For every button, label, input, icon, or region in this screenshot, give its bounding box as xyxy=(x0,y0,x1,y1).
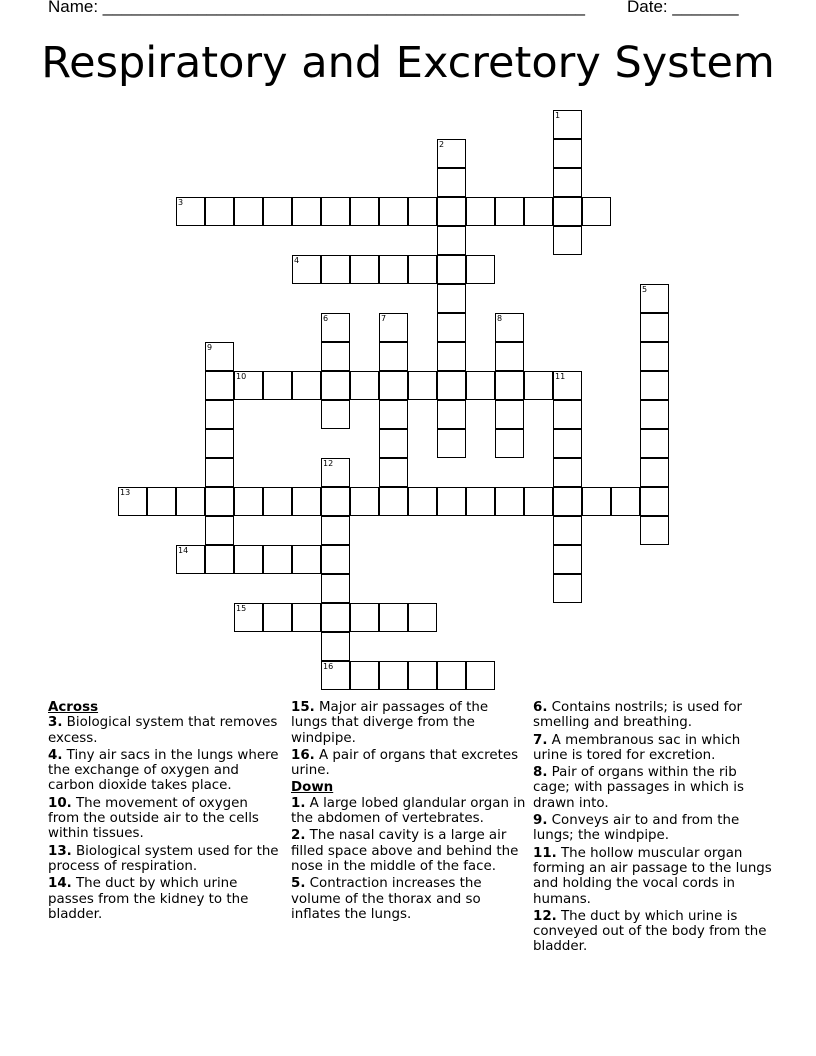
crossword-cell[interactable] xyxy=(292,545,321,574)
clue-number: 14. xyxy=(48,876,72,892)
clue-across-14 xyxy=(48,876,280,922)
clue-across-15 xyxy=(291,700,527,746)
clue-across-4 xyxy=(48,748,280,794)
crossword-cell[interactable] xyxy=(466,487,495,516)
cell-number: 5 xyxy=(642,285,648,294)
crossword-cell[interactable] xyxy=(321,371,350,400)
crossword-cell[interactable] xyxy=(611,487,640,516)
crossword-cell[interactable] xyxy=(437,284,466,313)
crossword-cell[interactable] xyxy=(640,371,669,400)
clue-text: Contraction increases the volume of the thorax and so inflates the lungs. xyxy=(291,876,482,922)
clue-number: 9. xyxy=(533,813,548,829)
clue-down-6 xyxy=(533,700,773,731)
crossword-cell[interactable] xyxy=(640,284,669,313)
crossword-cell[interactable] xyxy=(408,603,437,632)
cell-number: 13 xyxy=(120,488,131,497)
clue-column-1 xyxy=(48,700,280,924)
crossword-cell[interactable] xyxy=(553,371,582,400)
crossword-cell[interactable] xyxy=(553,516,582,545)
clue-number: 15. xyxy=(291,700,315,715)
crossword-cell[interactable] xyxy=(176,487,205,516)
crossword-cell[interactable] xyxy=(408,255,437,284)
clue-down-2 xyxy=(291,828,527,874)
crossword-cell[interactable] xyxy=(379,313,408,342)
clue-number: 13. xyxy=(48,843,72,859)
crossword-cell[interactable] xyxy=(379,197,408,226)
clue-column-2 xyxy=(291,700,527,924)
crossword-cell[interactable] xyxy=(263,487,292,516)
crossword-cell[interactable] xyxy=(553,400,582,429)
crossword-cell[interactable] xyxy=(263,603,292,632)
crossword-cell[interactable] xyxy=(437,139,466,168)
crossword-cell[interactable] xyxy=(350,603,379,632)
clue-number: 3. xyxy=(48,715,63,731)
crossword-cell[interactable] xyxy=(292,371,321,400)
clue-text: Biological system used for the process of respiration. xyxy=(48,843,279,874)
crossword-cell[interactable] xyxy=(495,429,524,458)
clue-number: 11. xyxy=(533,845,557,861)
crossword-cell[interactable] xyxy=(437,226,466,255)
crossword-cell[interactable] xyxy=(350,255,379,284)
crossword-cell[interactable] xyxy=(553,429,582,458)
crossword-cell[interactable] xyxy=(408,197,437,226)
crossword-cell[interactable] xyxy=(495,400,524,429)
crossword-cell[interactable] xyxy=(553,226,582,255)
crossword-cell[interactable] xyxy=(466,371,495,400)
cell-number: 11 xyxy=(555,372,566,381)
clue-number: 12. xyxy=(533,908,557,924)
clue-text: Tiny air sacs in the lungs where the exchange of oxygen and carbon dioxide takes place. xyxy=(48,747,279,794)
crossword-cell[interactable] xyxy=(321,487,350,516)
crossword-cell[interactable] xyxy=(553,110,582,139)
crossword-cell[interactable] xyxy=(321,400,350,429)
clue-number: 2. xyxy=(291,828,306,844)
name-field-label: Name: ___________________________________________________ xyxy=(48,0,585,16)
crossword-cell[interactable] xyxy=(582,487,611,516)
crossword-cell[interactable] xyxy=(640,516,669,545)
clue-column-3 xyxy=(533,700,773,957)
crossword-cell[interactable] xyxy=(437,197,466,226)
clue-text: A membranous sac in which urine is tored for excretion. xyxy=(533,732,741,763)
crossword-cell[interactable] xyxy=(640,429,669,458)
clue-text: The duct by which urine passes from the kidney to the bladder. xyxy=(48,876,249,922)
crossword-cell[interactable] xyxy=(234,197,263,226)
crossword-cell[interactable] xyxy=(524,487,553,516)
crossword-cell[interactable] xyxy=(263,545,292,574)
crossword-cell[interactable] xyxy=(408,487,437,516)
crossword-cell[interactable] xyxy=(321,197,350,226)
cell-number: 9 xyxy=(207,343,213,352)
crossword-cell[interactable] xyxy=(379,255,408,284)
crossword-cell[interactable] xyxy=(321,603,350,632)
crossword-cell[interactable] xyxy=(495,342,524,371)
crossword-cell[interactable] xyxy=(495,487,524,516)
clue-down-1 xyxy=(291,796,527,827)
clue-text: Conveys air to and from the lungs; the windpipe. xyxy=(533,813,740,844)
clue-across-10 xyxy=(48,796,280,842)
crossword-cell[interactable] xyxy=(321,574,350,603)
clue-text: Contains nostrils; is used for smelling and breathing. xyxy=(533,700,743,731)
crossword-cell[interactable] xyxy=(553,139,582,168)
crossword-cell[interactable] xyxy=(582,197,611,226)
clue-down-8 xyxy=(533,765,773,811)
crossword-cell[interactable] xyxy=(350,371,379,400)
crossword-cell[interactable] xyxy=(205,458,234,487)
crossword-cell[interactable] xyxy=(379,487,408,516)
clue-down-9 xyxy=(533,813,773,844)
cell-number: 12 xyxy=(323,459,334,468)
crossword-cell[interactable] xyxy=(321,458,350,487)
crossword-cell[interactable] xyxy=(292,603,321,632)
clue-text: A large lobed glandular organ in the abdomen of vertebrates. xyxy=(291,795,526,827)
crossword-cell[interactable] xyxy=(524,371,553,400)
crossword-cell[interactable] xyxy=(437,342,466,371)
crossword-cell[interactable] xyxy=(118,487,147,516)
crossword-cell[interactable] xyxy=(640,487,669,516)
crossword-cell[interactable] xyxy=(640,400,669,429)
crossword-cell[interactable] xyxy=(379,342,408,371)
cell-number: 7 xyxy=(381,314,387,323)
crossword-cell[interactable] xyxy=(466,661,495,690)
crossword-cell[interactable] xyxy=(147,487,176,516)
crossword-cell[interactable] xyxy=(437,371,466,400)
clue-number: 1. xyxy=(291,795,306,811)
clue-text: The nasal cavity is a large air filled space above and behind the nose in the middle of the face. xyxy=(291,828,519,874)
clue-text: The movement of oxygen from the outside air to the cells within tissues. xyxy=(48,795,259,842)
crossword-cell[interactable] xyxy=(640,458,669,487)
crossword-cell[interactable] xyxy=(205,516,234,545)
cell-number: 6 xyxy=(323,314,329,323)
crossword-cell[interactable] xyxy=(437,429,466,458)
crossword-cell[interactable] xyxy=(350,487,379,516)
across-heading: Across xyxy=(48,700,99,715)
crossword-cell[interactable] xyxy=(234,603,263,632)
cell-number: 2 xyxy=(439,140,445,149)
cell-number: 15 xyxy=(236,604,247,613)
crossword-cell[interactable] xyxy=(437,255,466,284)
date-field-label: Date: _______ xyxy=(627,0,739,16)
clue-text: Pair of organs within the rib cage; with passages in which is drawn into. xyxy=(533,765,745,811)
crossword-cell[interactable] xyxy=(263,197,292,226)
clue-across-13 xyxy=(48,844,280,875)
crossword-cell[interactable] xyxy=(553,487,582,516)
crossword-cell[interactable] xyxy=(350,661,379,690)
cell-number: 1 xyxy=(555,111,561,120)
crossword-cell[interactable] xyxy=(205,487,234,516)
cell-number: 3 xyxy=(178,198,184,207)
crossword-cell[interactable] xyxy=(321,632,350,661)
crossword-cell[interactable] xyxy=(205,371,234,400)
clue-down-11 xyxy=(533,846,773,907)
crossword-cell[interactable] xyxy=(379,400,408,429)
crossword-cell[interactable] xyxy=(466,197,495,226)
crossword-cell[interactable] xyxy=(553,574,582,603)
crossword-cell[interactable] xyxy=(524,197,553,226)
crossword-cell[interactable] xyxy=(553,197,582,226)
crossword-cell[interactable] xyxy=(379,661,408,690)
crossword-cell[interactable] xyxy=(437,661,466,690)
crossword-cell[interactable] xyxy=(321,661,350,690)
crossword-cell[interactable] xyxy=(263,371,292,400)
crossword-cell[interactable] xyxy=(205,545,234,574)
crossword-cell[interactable] xyxy=(379,371,408,400)
page-title: Respiratory and Excretory System xyxy=(41,38,775,88)
crossword-cell[interactable] xyxy=(205,342,234,371)
crossword-cell[interactable] xyxy=(350,197,379,226)
crossword-cell[interactable] xyxy=(205,197,234,226)
crossword-cell[interactable] xyxy=(292,255,321,284)
cell-number: 14 xyxy=(178,546,189,555)
crossword-cell[interactable] xyxy=(437,400,466,429)
crossword-cell[interactable] xyxy=(321,516,350,545)
crossword-cell[interactable] xyxy=(321,342,350,371)
crossword-cell[interactable] xyxy=(553,168,582,197)
crossword-cell[interactable] xyxy=(234,545,263,574)
crossword-cell[interactable] xyxy=(437,487,466,516)
clue-number: 8. xyxy=(533,765,548,781)
crossword-cell[interactable] xyxy=(495,313,524,342)
clue-number: 10. xyxy=(48,795,72,811)
clue-number: 7. xyxy=(533,732,548,748)
crossword-cell[interactable] xyxy=(379,458,408,487)
crossword-cell[interactable] xyxy=(234,487,263,516)
crossword-cell[interactable] xyxy=(495,371,524,400)
crossword-cell[interactable] xyxy=(321,255,350,284)
clue-down-12 xyxy=(533,909,773,955)
clue-text: Major air passages of the lungs that diverge from the windpipe. xyxy=(291,700,489,746)
cell-number: 10 xyxy=(236,372,247,381)
crossword-cell[interactable] xyxy=(205,429,234,458)
crossword-cell[interactable] xyxy=(292,487,321,516)
crossword-cell[interactable] xyxy=(553,458,582,487)
crossword-cell[interactable] xyxy=(466,255,495,284)
clue-across-3 xyxy=(48,715,280,746)
clue-number: 6. xyxy=(533,700,548,715)
down-heading: Down xyxy=(291,780,334,796)
crossword-cell[interactable] xyxy=(176,197,205,226)
clue-text: A pair of organs that excretes urine. xyxy=(291,747,519,779)
crossword-cell[interactable] xyxy=(234,371,263,400)
crossword-cell[interactable] xyxy=(176,545,205,574)
clue-text: The duct by which urine is conveyed out of the body from the bladder. xyxy=(533,908,767,955)
crossword-cell[interactable] xyxy=(437,313,466,342)
crossword-cell[interactable] xyxy=(379,429,408,458)
cell-number: 4 xyxy=(294,256,300,265)
crossword-cell[interactable] xyxy=(379,603,408,632)
crossword-cell[interactable] xyxy=(321,545,350,574)
clue-number: 5. xyxy=(291,876,306,892)
crossword-cell[interactable] xyxy=(408,371,437,400)
crossword-cell[interactable] xyxy=(640,342,669,371)
crossword-cell[interactable] xyxy=(408,661,437,690)
clue-down-7 xyxy=(533,733,773,764)
crossword-cell[interactable] xyxy=(292,197,321,226)
crossword-cell[interactable] xyxy=(640,313,669,342)
crossword-cell[interactable] xyxy=(495,197,524,226)
crossword-cell[interactable] xyxy=(205,400,234,429)
crossword-cell[interactable] xyxy=(321,313,350,342)
clue-text: The hollow muscular organ forming an air passage to the lungs and holding the vocal cords in humans. xyxy=(533,845,772,907)
clue-down-5 xyxy=(291,876,527,922)
clue-across-16 xyxy=(291,748,527,779)
crossword-cell[interactable] xyxy=(553,545,582,574)
clue-text: Biological system that removes excess. xyxy=(48,715,278,746)
cell-number: 16 xyxy=(323,662,334,671)
crossword-cell[interactable] xyxy=(437,168,466,197)
cell-number: 8 xyxy=(497,314,503,323)
clue-number: 16. xyxy=(291,747,315,763)
clue-number: 4. xyxy=(48,747,63,763)
